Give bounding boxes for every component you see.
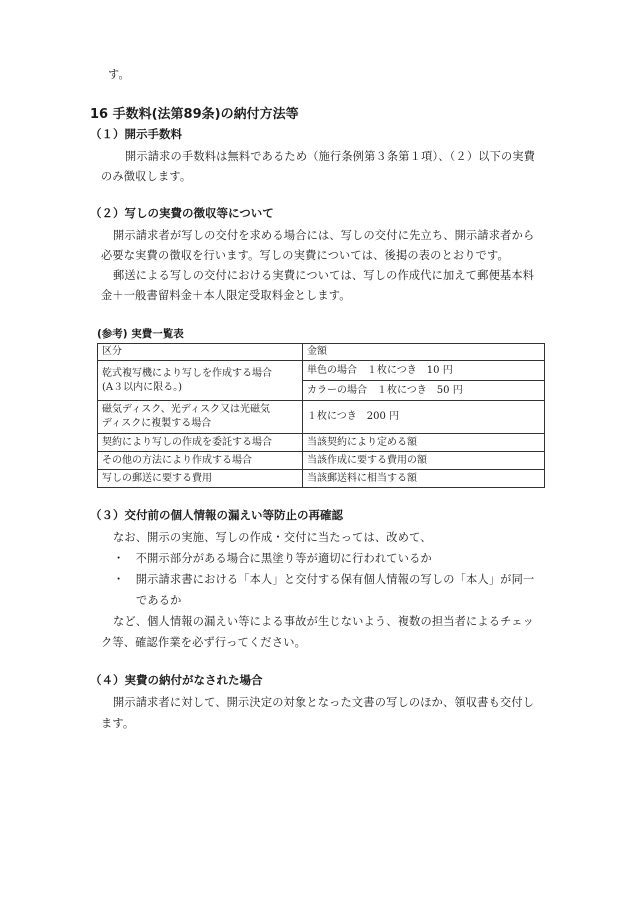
sub2-line-1: 開示請求者が写しの交付を求める場合には、写しの交付に先立ち、開示請求者から bbox=[113, 229, 535, 242]
sub4-line-2: ます。 bbox=[101, 717, 135, 730]
row-2-category-line-1: 磁気ディスク、光ディスク又は光磁気 bbox=[102, 404, 270, 415]
row-1-category-line-1: 乾式複写機により写しを作成する場合 bbox=[102, 367, 272, 379]
sub4-heading: （４）実費の納付がなされた場合 bbox=[90, 673, 263, 687]
header-category: 区分 bbox=[98, 344, 303, 361]
sub4-line-1: 開示請求者に対して、開示決定の対象となった文書の写しのほか、領収書も交付し bbox=[113, 696, 535, 709]
sub1-line-1: 開示請求の手数料は無料であるため（施行条例第３条第１項）、（２）以下の実費 bbox=[125, 150, 536, 163]
sub3-bullet-2-cont: であるか bbox=[136, 594, 182, 607]
table-caption: (参考) 実費一覧表 bbox=[97, 328, 184, 340]
row-3-amount: 当該契約により定める額 bbox=[303, 434, 545, 452]
sub2-line-2: 必要な実費の徴収を行います。写しの実費については、後掲の表のとおりです。 bbox=[101, 249, 509, 262]
row-2-amount: １枚につき 200 円 bbox=[303, 401, 545, 434]
sub2-line-3: 郵送による写しの交付における実費については、写しの作成代に加えて郵便基本料 bbox=[113, 269, 535, 282]
header-amount: 金額 bbox=[303, 344, 545, 361]
row-2-category-line-2: ディスクに複製する場合 bbox=[102, 418, 212, 429]
section-16-heading: 16 手数料(法第89条)の納付方法等 bbox=[90, 107, 299, 122]
table-row bbox=[98, 434, 545, 452]
row-3-category: 契約により写しの作成を委託する場合 bbox=[98, 434, 303, 452]
row-5-amount: 当該郵送料に相当する額 bbox=[303, 470, 545, 488]
sub3-bullet-1: ・ 不開示部分がある場合に黒塗り等が適切に行われているか bbox=[113, 552, 432, 565]
cost-table bbox=[97, 343, 545, 488]
table-row bbox=[98, 470, 545, 488]
table-row bbox=[98, 452, 545, 470]
table-row bbox=[98, 401, 545, 434]
sub3-closing-1: など、個人情報の漏えい等による事故が生じないよう、複数の担当者によるチェッ bbox=[113, 615, 535, 628]
sub2-line-4: 金＋一般書留料金＋本人限定受取料金とします。 bbox=[101, 289, 351, 302]
row-1-category bbox=[98, 361, 303, 401]
row-1-amount-mono: 単色の場合 １枚につき 10 円 bbox=[303, 361, 545, 381]
sub2-heading: （２）写しの実費の徴収等について bbox=[90, 206, 274, 220]
row-1-category-line-2: (A３以内に限る。) bbox=[102, 381, 183, 393]
sub3-closing-2: ク等、確認作業を必ず行ってください。 bbox=[101, 636, 306, 649]
row-4-category: その他の方法により作成する場合 bbox=[98, 452, 303, 470]
top-fragment: す。 bbox=[108, 68, 130, 81]
sub3-bullet-2: ・ 開示請求書における「本人」と交付する保有個人情報の写しの「本人」が同一 bbox=[113, 573, 535, 586]
row-1-amount-color: カラーの場合 １枚につき 50 円 bbox=[303, 381, 545, 401]
table-header-row bbox=[98, 344, 545, 361]
sub3-intro: なお、開示の実施、写しの作成・交付に当たっては、改めて、 bbox=[113, 531, 432, 544]
sub1-line-2: のみ徴収します。 bbox=[101, 170, 192, 183]
row-2-category bbox=[98, 401, 303, 434]
row-5-category: 写しの郵送に要する費用 bbox=[98, 470, 303, 488]
table-row bbox=[98, 361, 545, 381]
sub3-heading: （３）交付前の個人情報の漏えい等防止の再確認 bbox=[90, 508, 343, 522]
sub1-heading: （１）開示手数料 bbox=[90, 127, 182, 141]
row-4-amount: 当該作成に要する費用の額 bbox=[303, 452, 545, 470]
